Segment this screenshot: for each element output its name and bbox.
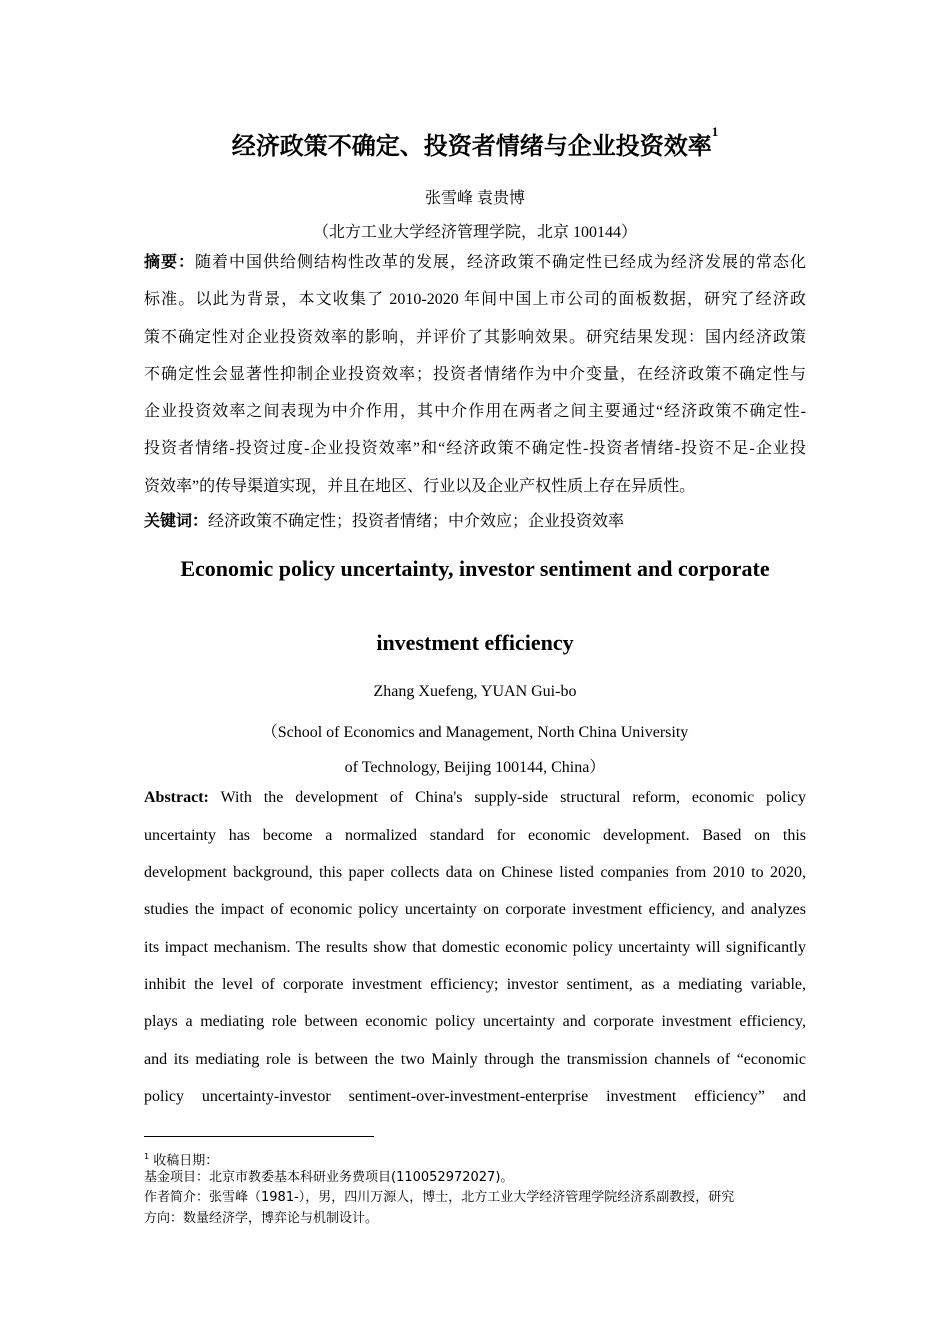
footnote-mark: 1 [144, 1152, 150, 1161]
footnote-text: 收稿日期： [153, 1153, 219, 1169]
abstract-en-line [144, 788, 806, 808]
paper-title-cn [144, 126, 806, 161]
abstract-cn-line: 不确定性会显著性抑制企业投资效率；投资者情绪作为中介变量，在经济政策不确定性与 [144, 366, 806, 383]
paper-title-en-line2: investment efficiency [376, 630, 574, 655]
abstract-cn-line: 企业投资效率之间表现为中介作用，其中介作用在两者之间主要通过“经济政策不确定性- [144, 403, 806, 420]
authors-en: Zhang Xuefeng, YUAN Gui-bo [373, 683, 577, 700]
footnote-author-bio-cont: 方向：数量经济学，博弈论与机制设计。 [144, 1211, 379, 1226]
abstract-en-label: Abstract: [144, 789, 209, 806]
affiliation-cn: （北方工业大学经济管理学院，北京 100144） [312, 224, 637, 241]
abstract-en-line: development background, this paper collects data on Chinese listed companies from 2010 to 2020, [144, 864, 806, 881]
abstract-en-line: plays a mediating role between economic policy uncertainty and corporate investment efficiency, [144, 1013, 806, 1030]
abstract-cn-line: 资效率”的传导渠道实现，并且在地区、行业以及企业产权性质上存在异质性。 [144, 478, 696, 495]
abstract-cn-label: 摘要： [144, 254, 195, 271]
keywords-cn [144, 512, 806, 532]
footnote-author-bio: 作者简介：张雪峰（1981-），男，四川万源人，博士，北方工业大学经济管理学院经济系副教授，研究 [144, 1190, 735, 1205]
abstract-en-line: its impact mechanism. The results show that domestic economic policy uncertainty will significantly [144, 939, 806, 956]
abstract-cn-line: 策不确定性对企业投资效率的影响，并评价了其影响效果。研究结果发现：国内经济政策 [144, 329, 806, 346]
abstract-cn-line: 标准。以此为背景，本文收集了 2010-2020 年间中国上市公司的面板数据，研究了经济政 [144, 291, 806, 308]
abstract-en-line: inhibit the level of corporate investment efficiency; investor sentiment, as a mediating variable, [144, 976, 806, 993]
footnote-divider [144, 1136, 374, 1137]
footnote-fund: 基金项目：北京市教委基本科研业务费项目(110052972027)。 [144, 1170, 514, 1185]
abstract-en-line: studies the impact of economic policy uncertainty on corporate investment efficiency, and analyzes [144, 901, 806, 918]
authors-cn: 张雪峰 袁贵博 [424, 190, 525, 207]
paper-title-en-line1: Economic policy uncertainty, investor sentiment and corporate [180, 556, 770, 581]
abstract-en-line: and its mediating role is between the two Mainly through the transmission channels of “economic [144, 1051, 806, 1068]
affiliation-en-line2: of Technology, Beijing 100144, China） [344, 759, 606, 776]
title-text: 经济政策不确定、投资者情绪与企业投资效率 [231, 134, 712, 160]
abstract-cn-text: 随着中国供给侧结构性改革的发展，经济政策不确定性已经成为经济发展的常态化 [195, 254, 806, 271]
abstract-en-text: With the development of China's supply-side structural reform, economic policy [208, 789, 806, 806]
abstract-cn-line: 投资者情绪-投资过度-企业投资效率”和“经济政策不确定性-投资者情绪-投资不足-企业投 [144, 440, 806, 457]
affiliation-en-line1: （School of Economics and Management, North China University [261, 724, 689, 741]
abstract-en-line: uncertainty has become a normalized standard for economic development. Based on this [144, 827, 806, 844]
abstract-en-line: policy uncertainty-investor sentiment-over-investment-enterprise investment efficiency” and [144, 1088, 806, 1105]
abstract-cn-line [144, 253, 806, 273]
keywords-label: 关键词： [144, 513, 209, 530]
keywords-text: 经济政策不确定性；投资者情绪；中介效应；企业投资效率 [208, 513, 625, 530]
footnote-mark: 1 [711, 124, 719, 139]
